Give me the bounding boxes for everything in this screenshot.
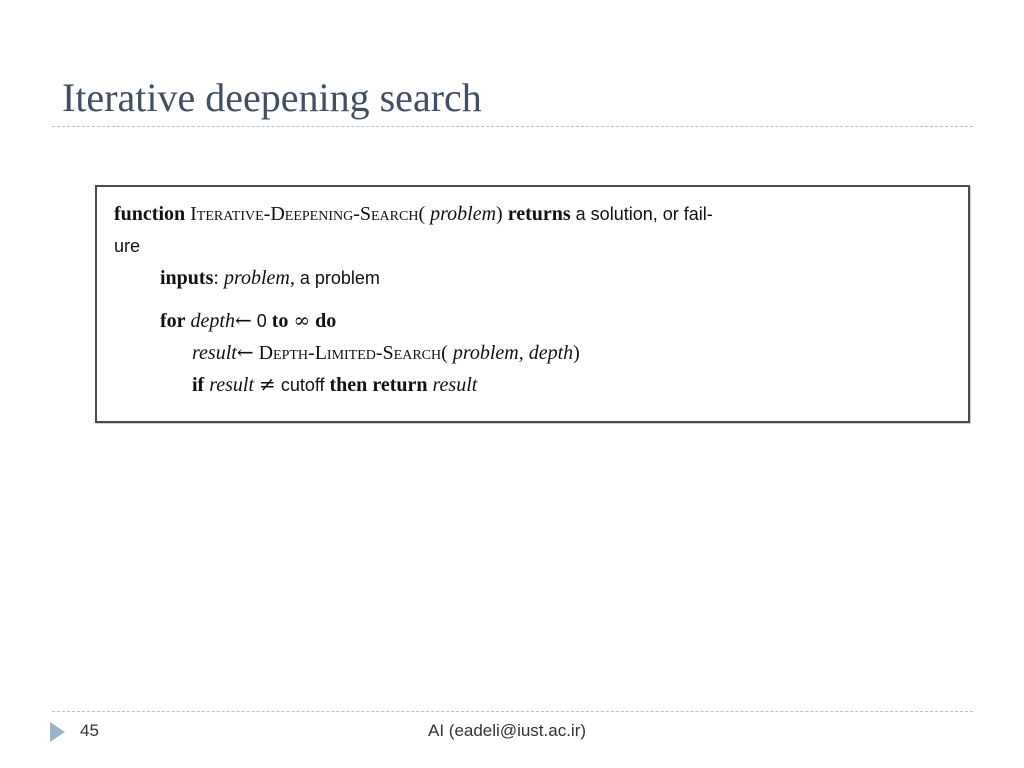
assign-arrow: ← — [234, 308, 252, 332]
paren-close: ) — [573, 342, 580, 364]
algorithm-line-if — [192, 371, 477, 398]
assign-arrow: ← — [236, 340, 254, 364]
inputs-colon: : — [213, 267, 219, 289]
triangle-right-icon — [50, 722, 65, 742]
keyword-for: for — [160, 310, 186, 332]
input-comma: , — [289, 267, 295, 289]
keyword-return: return — [372, 374, 428, 396]
input-var: problem — [223, 267, 290, 289]
return-value: result — [432, 374, 478, 396]
algorithm-line-for — [160, 307, 336, 334]
paren-close: ) — [496, 203, 503, 225]
infinity-symbol: ∞ — [293, 308, 311, 332]
page-number: 45 — [80, 721, 99, 740]
algorithm-box — [95, 185, 970, 423]
algorithm-line-wrap — [114, 233, 140, 259]
keyword-then: then — [329, 374, 368, 396]
input-description: a problem — [299, 268, 380, 288]
keyword-do: do — [315, 310, 337, 332]
keyword-function: function — [114, 203, 186, 225]
call-args: problem, depth — [452, 342, 574, 364]
result-var: result — [192, 342, 237, 364]
footer-divider — [52, 711, 973, 712]
not-equal-symbol: ≠ — [259, 372, 276, 396]
footer-text: AI (eadeli@iust.ac.ir) — [428, 721, 587, 740]
cutoff-value: cutoff — [280, 375, 325, 395]
function-name: Iterative-Deepening-Search — [190, 203, 419, 225]
keyword-returns: returns — [507, 203, 571, 225]
return-description-wrap: ure — [114, 236, 141, 256]
paren-open: ( — [441, 342, 448, 364]
function-arg: problem — [430, 203, 497, 225]
slide-title: Iterative deepening search — [62, 75, 482, 120]
loop-var: depth — [190, 310, 235, 332]
called-function-name: Depth-Limited-Search — [258, 342, 442, 364]
title-divider — [52, 126, 973, 127]
paren-open: ( — [418, 203, 426, 225]
return-description: a solution, or fail- — [575, 204, 713, 224]
keyword-to: to — [271, 310, 289, 332]
algorithm-line-assign — [192, 339, 580, 366]
loop-start: 0 — [256, 311, 267, 331]
result-var: result — [209, 374, 255, 396]
keyword-if: if — [192, 374, 205, 396]
keyword-inputs: inputs — [160, 267, 214, 289]
algorithm-line-inputs — [160, 265, 380, 291]
algorithm-line-signature — [114, 201, 713, 227]
